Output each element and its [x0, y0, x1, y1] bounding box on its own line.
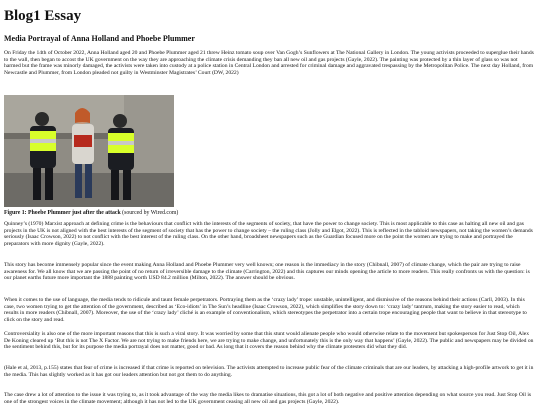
paragraph-fear-of-crime: (Hale et al, 2013, p.155) states that fear of crime is increased if that crime is reported on television. The activists attempted to increase public fear of the climate criminals that are our leaders, by attacking a high-profile artwork to get it in the media. This has slightly worked as it has got our leaders attention but not got them to do anything. [4, 365, 534, 378]
paragraph-language: When it comes to the use of language, the media tends to ridicule and taunt female perpetrators. Portraying them as the ‘crazy lady’ trope: unstable, unintelligent, and dismissive of the reasons behind their actions (Carll, 2003). In this case, two women trying to get the attention of the government, described as ‘Eco-idiots’ in The Sun’s headline (Isaac Crowson, 2022), which simplifies the story down to: ‘crazy lady’ tantrum, making the story easier to read, which results in more readers (Chibnall, 2007). Moreover, the use of the ‘crazy lady’ cliché is an example of conventionalism, which stereotypes the perpetrator into a certain trope encouraging people that want to believe in that stereotype to click on the story and read. [4, 297, 527, 324]
figure-label: Figure 1: Phoebe Plummer just after the attack [4, 210, 121, 216]
paragraph-intro: On Friday the 14th of October 2022, Anna Holland aged 20 and Phoebe Plummer aged 21 threw Heinz tomato soup over Van Gogh’s Sunflowers at The National Gallery in London. The young activists proceeded to superglue their hands to the wall, then began to accost the UK government on the way they are approaching the climate crisis demanding they ban all new oil and gas projects (Gayle, 2022). The painting was protected by a thin layer of glass so was not harmed but the frame was minorly damaged, the activists were taken into custody at a police station in Central London and arrested for criminal damage and aggravated trespassing by the Metropolitan Police. The next day Holland, from Newcastle and Plummer, from London pleaded not guilty in Westminster Magistrates’ Court (DW, 2022) [4, 50, 534, 77]
police-officers-escorting-activist-photo [4, 95, 174, 207]
paragraph-controversiality: Controversiality is also one of the more important reasons that this is such a viral story. It was worried by some that this stunt would alienate people who would otherwise relate to the movement but spokesperson for Just Stop Oil, Alex De Koning cleared up ‘But this is not The X Factor. We are not trying to make friends here, we are trying to make change, and unfortunately this is the only way that happens’ (Gayle, 2022). The public and newspapers may be divided on the sentiment behind this, but for its purpose the media portrayal does not matter, good or bad. As long that it covers the reason behind why the climate protesters did what they did. [4, 331, 534, 351]
paragraph-marxist: Quinney’s (1970) Marxist approach at defining crime is the behaviours that conflict with the interests of the segments of society, that have the power to change society. This is most applicable to this case as halting all new oil and gas projects in the UK is not aligned with the best interests of the segment of society that has the power to change society – the ruling class (Jolly and Elgot, 2022). This is reflected in the tabloid newspapers, not taking the women’s demands seriously (Isaac Crowson, 2022) to not conflict with the best interest of the ruling class. On the other hand, broadsheet newspapers such as the Guardian focused more on the point the women are trying to make and portrayed the preparators with more dignity (Gayle, 2022). [4, 221, 533, 248]
photo-illustration [4, 95, 174, 207]
paragraph-conclusion: The case drew a lot of attention to the issue it was trying to, as it took advantage of the way the media likes to dramatise situations, this got a lot of both negative and positive attention depending on what source you read. Just Stop Oil is one of the strongest voices in the climate movement; although it has not led to the UK government ceasing all new oil and gas projects (Gayle, 2022). [4, 392, 532, 405]
figure-source: (sourced by Wired.com) [120, 210, 179, 216]
paragraph-popularity: This story has become immensely popular since the event making Anna Holland and Phoebe Plummer very well known; one reason is the immediacy in the story (Chibnall, 2007) of climate change, which the pair are trying to raise awareness for. We all know that we are passing the point of no return of irreversible damage to the climate (Carrington, 2022) and this captures our minds opening the article to more readers. This really confronts us with the question: is our planet earths future more important the 1888 painting worth USD 84.2 million (Milton, 2022). The answer should be obvious. [4, 262, 530, 282]
figure-caption [4, 210, 178, 217]
blog-title: Blog1 Essay [4, 8, 82, 24]
post-heading: Media Portrayal of Anna Holland and Phoebe Plummer [4, 34, 195, 43]
